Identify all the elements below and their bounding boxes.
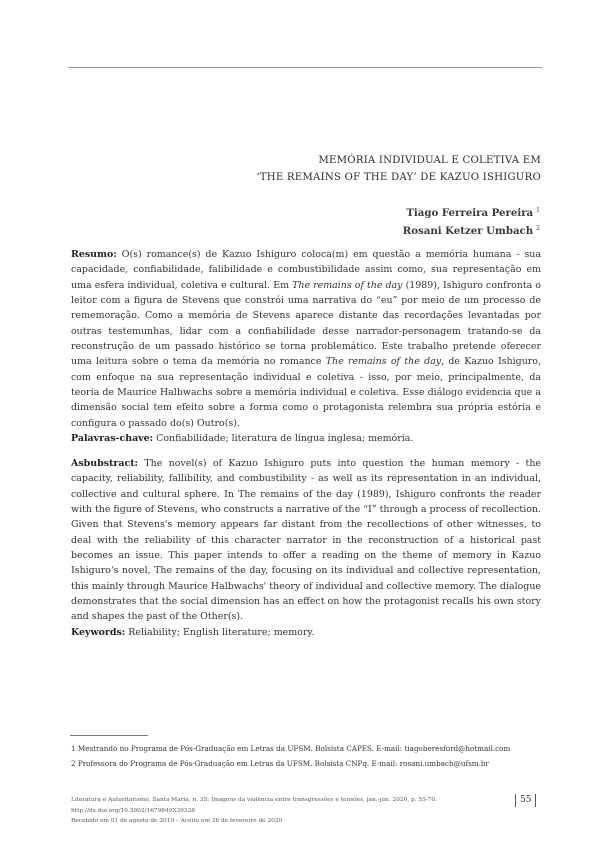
footnote-1: 1 Mestrando no Programa de Pós-Graduação em Letras da UFSM. Bolsista CAPES. E-mail: tiagoberesford@hotmail.com <box>71 744 511 753</box>
resumo-label: Resumo: <box>71 249 117 260</box>
article-title <box>256 152 541 186</box>
resumo-italic-1: The remains of the day <box>292 279 403 291</box>
page-footer <box>71 795 511 827</box>
resumo-text-1: O(s) romance(s) de Kazuo Ishiguro coloca(m) em questão a memória humana - sua capacidade, confiabilidade, falibilidade e combustibilidade assim como, sua representação em uma esfera individual, coletiva e cultural. Em <box>71 249 541 291</box>
palavras-chave-text: Confiabilidade; literatura de língua inglesa; memória. <box>153 433 414 445</box>
author-name: Tiago Ferreira Pereira <box>406 207 534 219</box>
journal-citation: Literatura e Autoritarismo, Santa Maria, n. 35: Imagens da violência entre transgressões e tensões, jan.-jun. 2020, p. 55-70. <box>71 797 437 803</box>
resumo-italic-2: The remains of the day <box>325 356 442 368</box>
abstract-text: The novel(s) of Kazuo Ishiguro puts into question the human memory - the capacity, reliability, fallibility, and combustibility - as well as its representation in an individual, collective and cultural sphere. In The remains of the day (1989), Ishiguro confronts the reader with the figure of Stevens, who constructs a narrative of the “I” through a process of recollection. Given that Stevens's memory appears far distant from the recollections of other witnesses, to deal with the reliability of this character narrator in the reconstruction of a historical past becomes an issue. This paper intends to offer a reading on the theme of memory in Kazuo Ishiguro's novel, The remains of the day, focusing on its individual and collective representation, this mainly through Maurice Halbwachs' theory of individual and collective memory. The dialogue demonstrates that the social dimension has an effect on how the protagonist recalls his own story and shapes the past of the Other(s). <box>71 458 541 623</box>
footnotes <box>71 741 541 771</box>
author-2 <box>403 221 540 239</box>
footnote-2: 2 Professora do Programa de Pós-Graduação em Letras da UFSM. Bolsista CNPq. E-mail: rosani.umbach@ufsm.br <box>71 759 489 768</box>
keywords <box>71 625 541 640</box>
author-1 <box>403 203 540 221</box>
author-list <box>403 203 540 239</box>
author-name: Rosani Ketzer Umbach <box>402 225 534 237</box>
title-line-1: MEMÓRIA INDIVIDUAL E COLETIVA EM <box>318 155 541 166</box>
abstract-label: Asbubstract: <box>71 458 139 469</box>
keywords-text: Reliability; English literature; memory. <box>125 626 315 638</box>
resumo-text-3: , de Kazuo Ishiguro, com enfoque na sua representação individual e coletiva - isso, por meio, principalmente, da teoria de Maurice Halbwachs sobre a memória individual e coletiva. Esse diálogo evidencia que a dimensão social tem efeito sobre a forma como o protagonista relembra sua própria estória e configura o passado do(s) Outro(s). <box>71 356 541 429</box>
footnote-mark: 2 <box>536 225 540 232</box>
palavras-chave <box>71 431 541 446</box>
doi-link[interactable]: http://dx.doi.org/10.5902/1679849X39338 <box>71 807 195 814</box>
page-number: 55 <box>515 794 536 807</box>
abstract-section <box>71 456 541 640</box>
footnote-divider <box>70 735 148 736</box>
resumo-paragraph <box>71 247 541 431</box>
abstract-paragraph <box>71 456 541 625</box>
footnote-mark: 1 <box>536 207 540 214</box>
resumo-text-2: (1989), Ishiguro confronta o leitor com a figura de Stevens que constrói uma narrativa do “eu” por meio de um processo de rememoração. Como a memória de Stevens aparece distante das recordações levantadas por outras testemunhas, lidar com a confiabilidade desse narrador-personagem tratando-se da reconstrução de um passado histórico se torna problemático. Este trabalho pretende oferecer uma leitura sobre o tema da memória no romance <box>71 279 541 368</box>
title-line-2: ‘THE REMAINS OF THE DAY’ DE KAZUO ISHIGURO <box>256 172 541 183</box>
keywords-label: Keywords: <box>71 626 126 638</box>
resumo-section <box>71 247 541 446</box>
received-date: Recebido em 01 de agosto de 2019 – Aceito em 26 de fevereiro de 2020 <box>71 818 283 824</box>
palavras-chave-label: Palavras-chave: <box>71 433 154 445</box>
top-rule <box>68 67 542 68</box>
